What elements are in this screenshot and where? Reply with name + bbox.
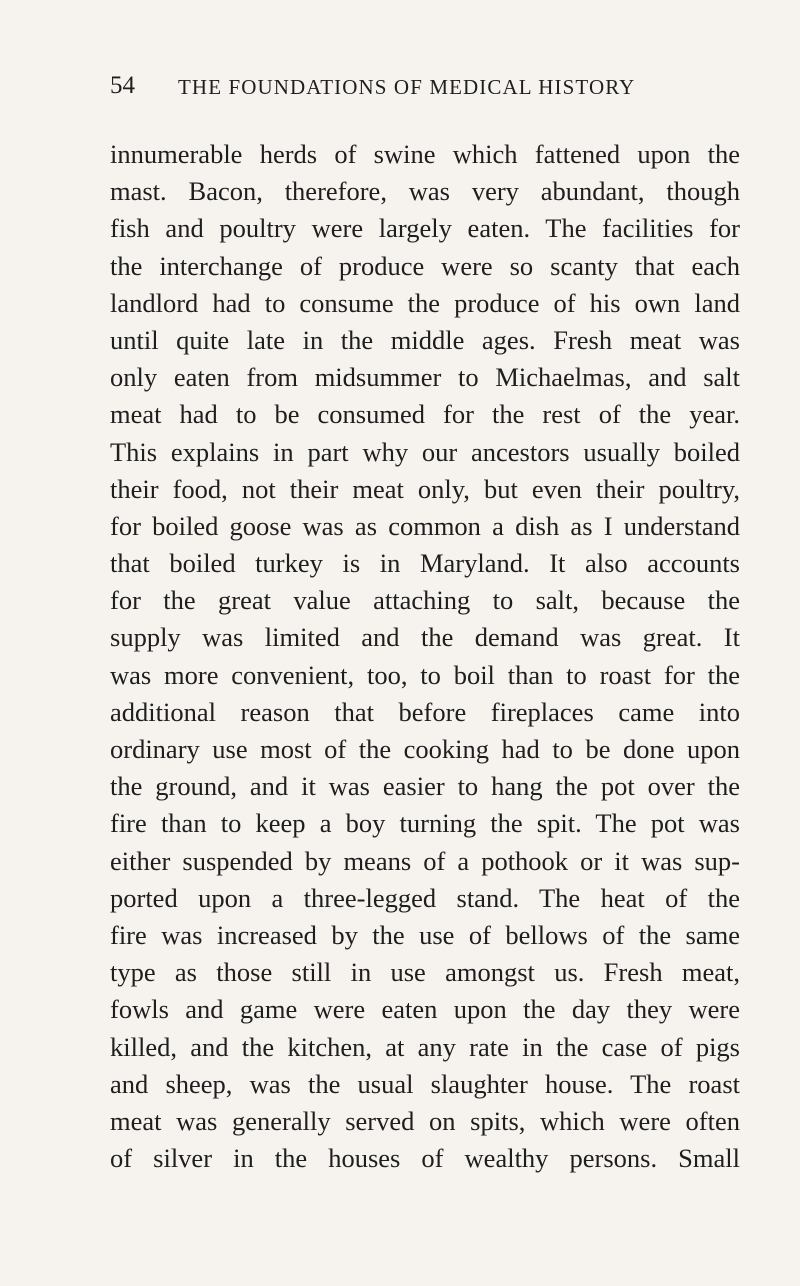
- text-line: and sheep, was the usual slaughter house. The roast: [110, 1068, 740, 1099]
- text-line: either suspended by means of a pothook or it was sup-: [110, 845, 740, 876]
- text-line: landlord had to consume the produce of his own land: [110, 287, 740, 318]
- text-line: type as those still in use amongst us. Fresh meat,: [110, 957, 740, 988]
- body-text: [110, 136, 740, 1177]
- text-line: ported upon a three-legged stand. The heat of the: [110, 882, 740, 913]
- text-line: meat was generally served on spits, which were often: [110, 1105, 740, 1136]
- text-line: innumerable herds of swine which fattened upon the: [110, 139, 740, 169]
- text-line: their food, not their meat only, but even their poultry,: [110, 473, 740, 504]
- text-line: for the great value attaching to salt, because the: [110, 585, 740, 616]
- page-number: 54: [110, 72, 135, 99]
- running-title: THE FOUNDATIONS OF MEDICAL HISTORY: [178, 75, 636, 99]
- text-line: of silver in the houses of wealthy persons. Small: [110, 1143, 740, 1174]
- text-line: until quite late in the middle ages. Fresh meat was: [110, 324, 740, 355]
- text-line: the ground, and it was easier to hang the pot over the: [110, 771, 740, 802]
- text-line: fire was increased by the use of bellows of the same: [110, 919, 740, 950]
- text-line: that boiled turkey is in Maryland. It also accounts: [110, 548, 740, 579]
- text-line: supply was limited and the demand was great. It: [110, 622, 740, 653]
- text-line: meat had to be consumed for the rest of the year.: [110, 399, 740, 430]
- text-line: ordinary use most of the cooking had to be done upon: [110, 734, 740, 764]
- text-line: mast. Bacon, therefore, was very abundant, though: [110, 176, 740, 207]
- text-line: only eaten from midsummer to Michaelmas, and salt: [110, 362, 740, 393]
- text-line: additional reason that before fireplaces came into: [110, 696, 740, 727]
- text-line: fish and poultry were largely eaten. The facilities for: [110, 213, 740, 244]
- text-line: fire than to keep a boy turning the spit. The pot was: [110, 808, 740, 839]
- text-line: was more convenient, too, to boil than to roast for the: [110, 659, 740, 690]
- text-line: fowls and game were eaten upon the day they were: [110, 994, 740, 1025]
- text-line: This explains in part why our ancestors usually boiled: [110, 436, 740, 467]
- text-line: for boiled goose was as common a dish as I understand: [110, 510, 740, 541]
- text-line: the interchange of produce were so scanty that each: [110, 250, 740, 281]
- text-line: killed, and the kitchen, at any rate in the case of pigs: [110, 1031, 740, 1062]
- running-head: [110, 72, 692, 106]
